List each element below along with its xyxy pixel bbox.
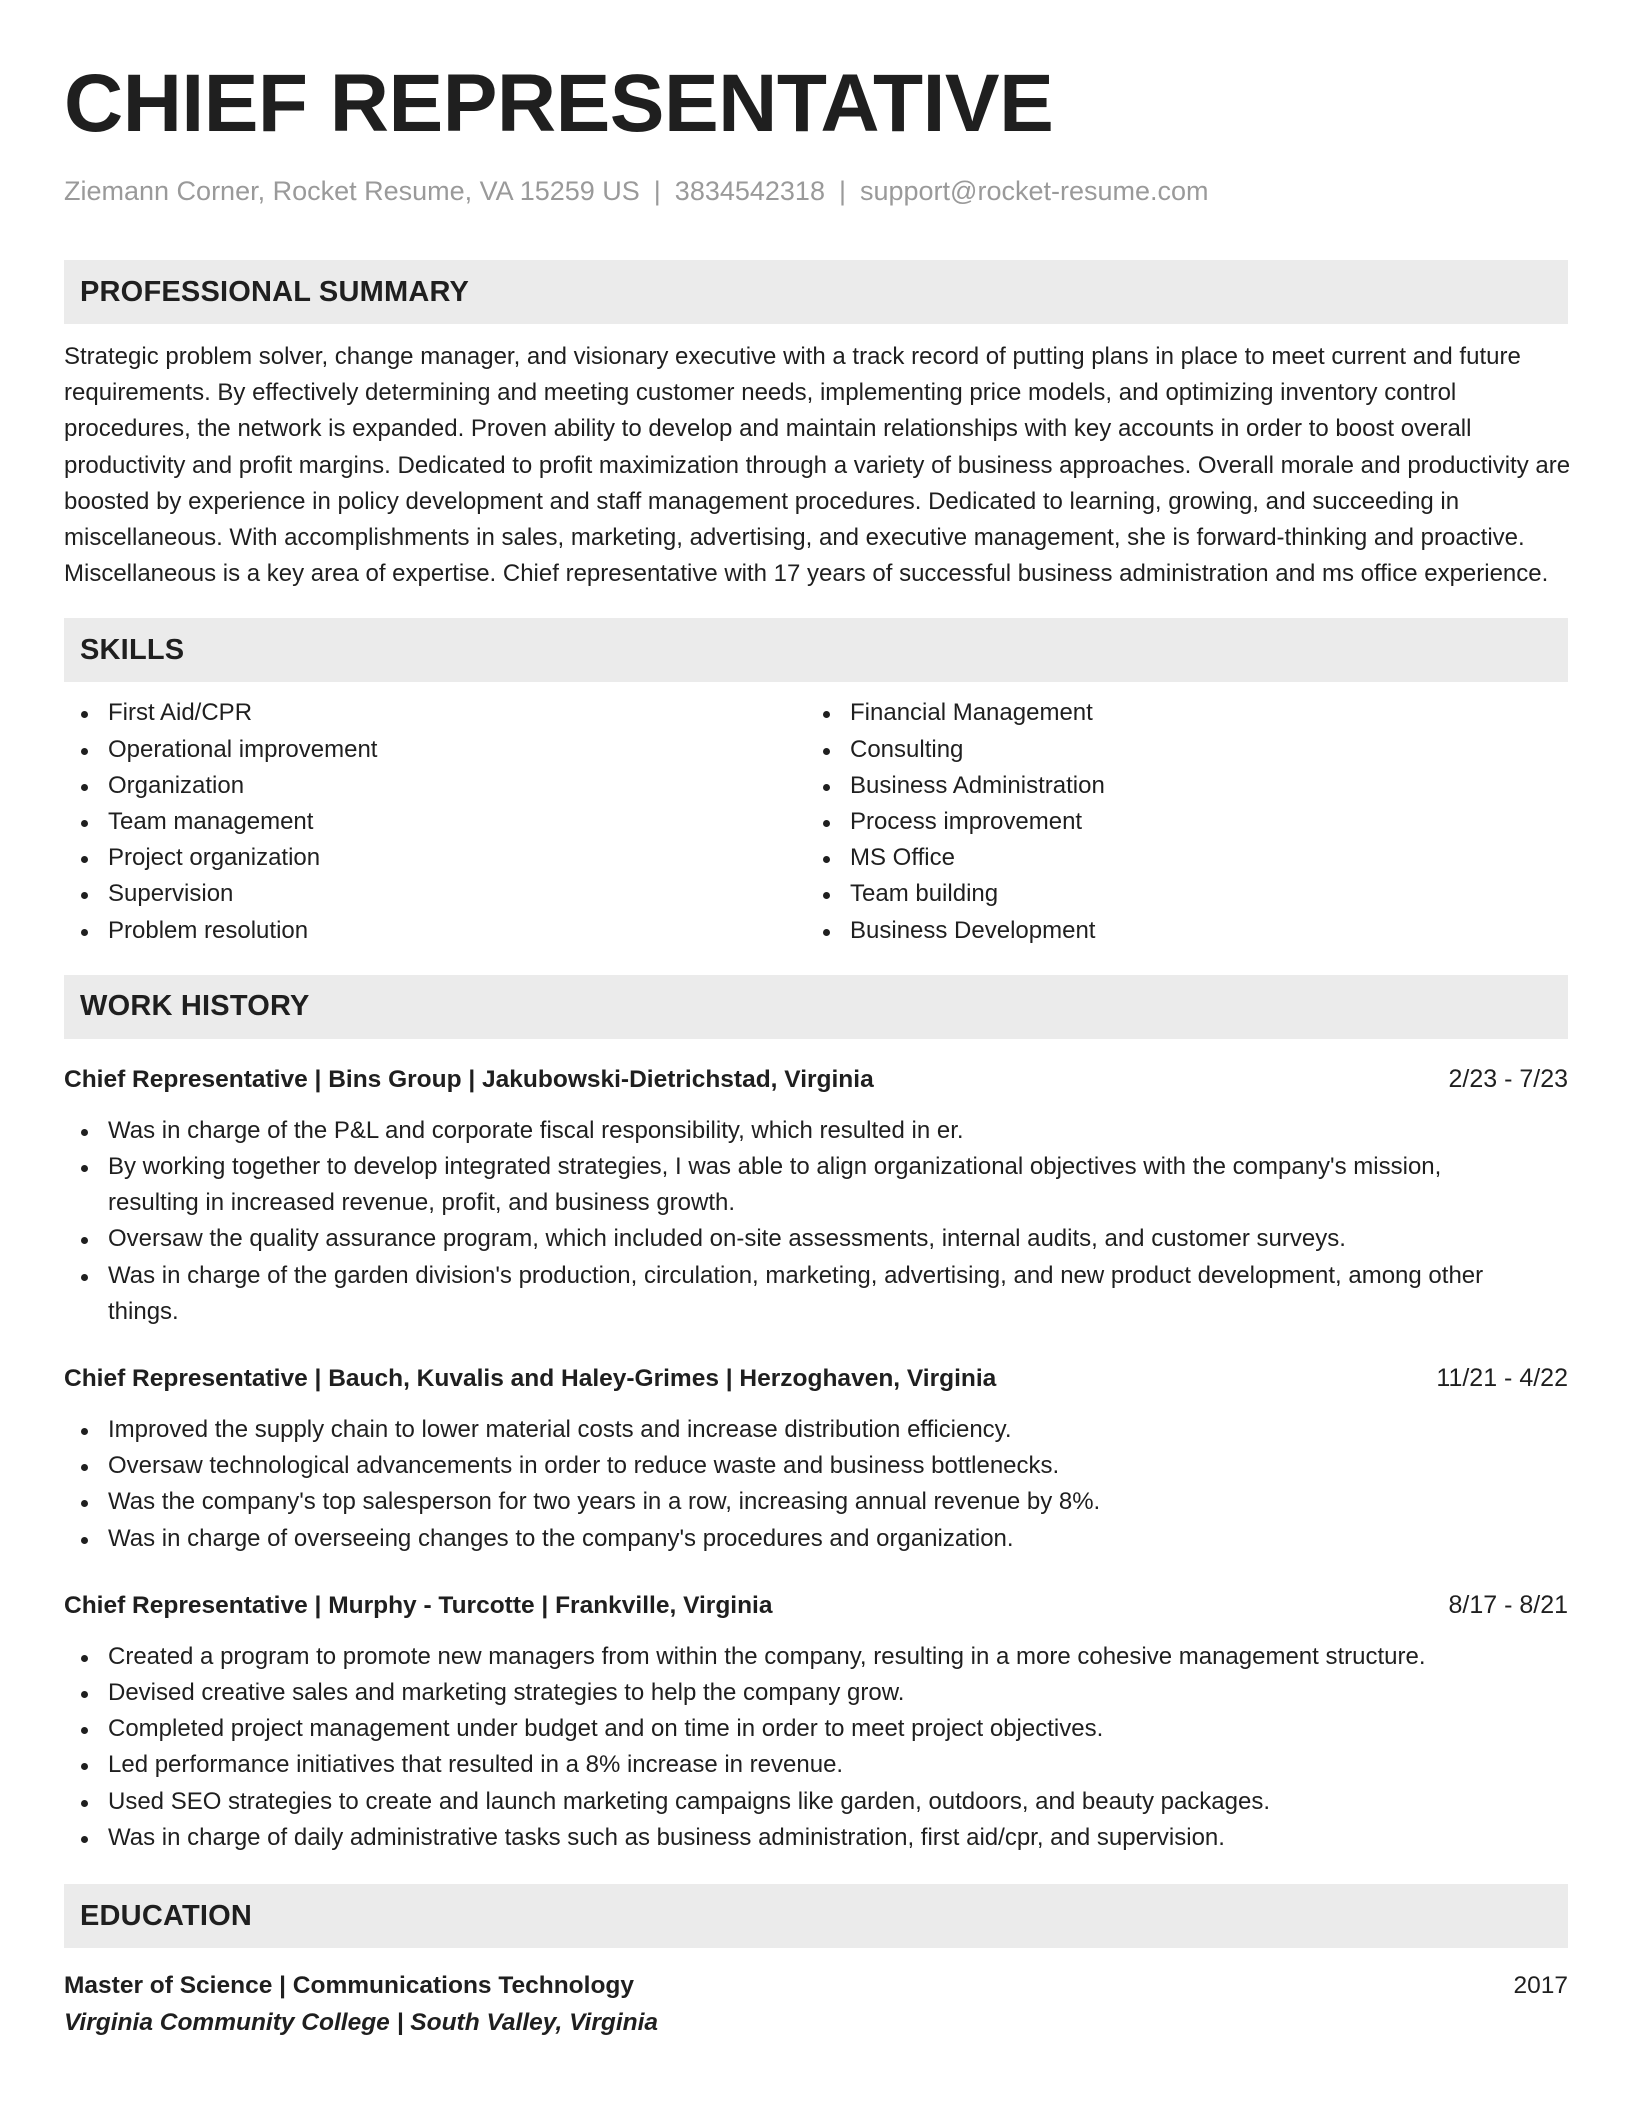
education-header [64, 1968, 1568, 2004]
skill-item: Business Development [806, 913, 1548, 949]
skill-item: MS Office [806, 840, 1548, 876]
job-bullet: Improved the supply chain to lower material costs and increase distribution efficiency. [64, 1412, 1568, 1448]
skills-column-left [64, 695, 806, 948]
skill-item: First Aid/CPR [64, 695, 806, 731]
summary-text: Strategic problem solver, change manager, and visionary executive with a track record of putting plans in place to meet current and future requirements. By effectively determining and meeting customer needs, implementing price models, and optimizing inventory control procedures, the network is expanded. Proven ability to develop and maintain relationships with key accounts in order to boost overall productivity and profit margins. Dedicated to profit maximization through a variety of business approaches. Overall morale and productivity are boosted by experience in policy development and staff management procedures. Dedicated to learning, growing, and succeeding in miscellaneous. With accomplishments in sales, marketing, advertising, and executive management, she is forward-thinking and proactive. Miscellaneous is a key area of expertise. Chief representative with 17 years of successful business administration and ms office experience. [64, 343, 1571, 588]
skill-item: Financial Management [806, 695, 1548, 731]
job-entry [64, 1360, 1568, 1557]
job-bullet: Was in charge of daily administrative tasks such as business administration, first aid/cpr, and supervision. [64, 1820, 1568, 1856]
education-school: Virginia Community College | South Valley, Virginia [64, 2009, 659, 2037]
job-dates: 11/21 - 4/22 [1436, 1364, 1568, 1393]
skill-item: Consulting [806, 732, 1548, 768]
section-header-summary: PROFESSIONAL SUMMARY [64, 260, 1568, 324]
job-bullet: Oversaw the quality assurance program, which included on-site assessments, internal audits, and customer surveys. [64, 1221, 1568, 1257]
job-bullet: Used SEO strategies to create and launch marketing campaigns like garden, outdoors, and beauty packages. [64, 1784, 1568, 1820]
skills-column-right [806, 695, 1548, 948]
contact-line [64, 174, 1568, 208]
job-bullet: Was the company's top salesperson for two years in a row, increasing annual revenue by 8%. [64, 1484, 1568, 1520]
skill-item: Problem resolution [64, 913, 806, 949]
skills-columns [64, 695, 1568, 948]
section-header-skills: SKILLS [64, 618, 1568, 682]
job-entry [64, 1061, 1568, 1330]
contact-address: Ziemann Corner, Rocket Resume, VA 15259 US [64, 176, 640, 206]
job-bullet: Created a program to promote new managers from within the company, resulting in a more cohesive management structure. [64, 1639, 1568, 1675]
skill-item: Operational improvement [64, 732, 806, 768]
skill-item: Project organization [64, 840, 806, 876]
job-bullet: Oversaw technological advancements in order to reduce waste and business bottlenecks. [64, 1448, 1568, 1484]
skill-item: Team management [64, 804, 806, 840]
skill-item: Supervision [64, 876, 806, 912]
job-dates: 2/23 - 7/23 [1448, 1064, 1568, 1093]
skill-item: Business Administration [806, 768, 1548, 804]
job-title: Chief Representative | Murphy - Turcotte | Frankville, Virginia [64, 1591, 773, 1619]
job-bullet: By working together to develop integrated strategies, I was able to align organizational objectives with the company's mission, resulting in increased revenue, profit, and business growth. [64, 1149, 1568, 1221]
job-bullet: Was in charge of the garden division's production, circulation, marketing, advertising, and new product development, among other things. [64, 1258, 1568, 1330]
skill-item: Process improvement [806, 804, 1548, 840]
education-degree: Master of Science | Communications Technology [64, 1972, 635, 2000]
job-header [64, 1360, 1568, 1397]
job-bullet: Devised creative sales and marketing strategies to help the company grow. [64, 1675, 1568, 1711]
job-bullet: Led performance initiatives that resulted in a 8% increase in revenue. [64, 1747, 1568, 1783]
job-bullet: Was in charge of the P&L and corporate fiscal responsibility, which resulted in er. [64, 1113, 1568, 1149]
job-dates: 8/17 - 8/21 [1448, 1590, 1568, 1619]
contact-email: support@rocket-resume.com [859, 176, 1209, 206]
job-bullets [64, 1113, 1568, 1330]
section-header-work-history: WORK HISTORY [64, 975, 1568, 1039]
job-title: Chief Representative | Bins Group | Jakubowski-Dietrichstad, Virginia [64, 1065, 874, 1093]
section-header-education: EDUCATION [64, 1884, 1568, 1948]
job-bullet: Was in charge of overseeing changes to the company's procedures and organization. [64, 1521, 1568, 1557]
job-bullet: Completed project management under budget and on time in order to meet project objectives. [64, 1711, 1568, 1747]
skill-item: Team building [806, 876, 1548, 912]
education-entry [64, 1968, 1568, 2042]
job-bullets [64, 1412, 1568, 1557]
skill-item: Organization [64, 768, 806, 804]
job-header [64, 1061, 1568, 1098]
contact-phone: 3834542318 [674, 176, 825, 206]
job-bullets [64, 1639, 1568, 1856]
education-year: 2017 [1513, 1972, 1568, 2000]
contact-separator: | [653, 176, 661, 206]
job-entry [64, 1587, 1568, 1856]
contact-separator: | [838, 176, 846, 206]
resume-name: CHIEF REPRESENTATIVE [64, 58, 1054, 149]
job-header [64, 1587, 1568, 1624]
job-title: Chief Representative | Bauch, Kuvalis and Haley-Grimes | Herzoghaven, Virginia [64, 1365, 997, 1393]
